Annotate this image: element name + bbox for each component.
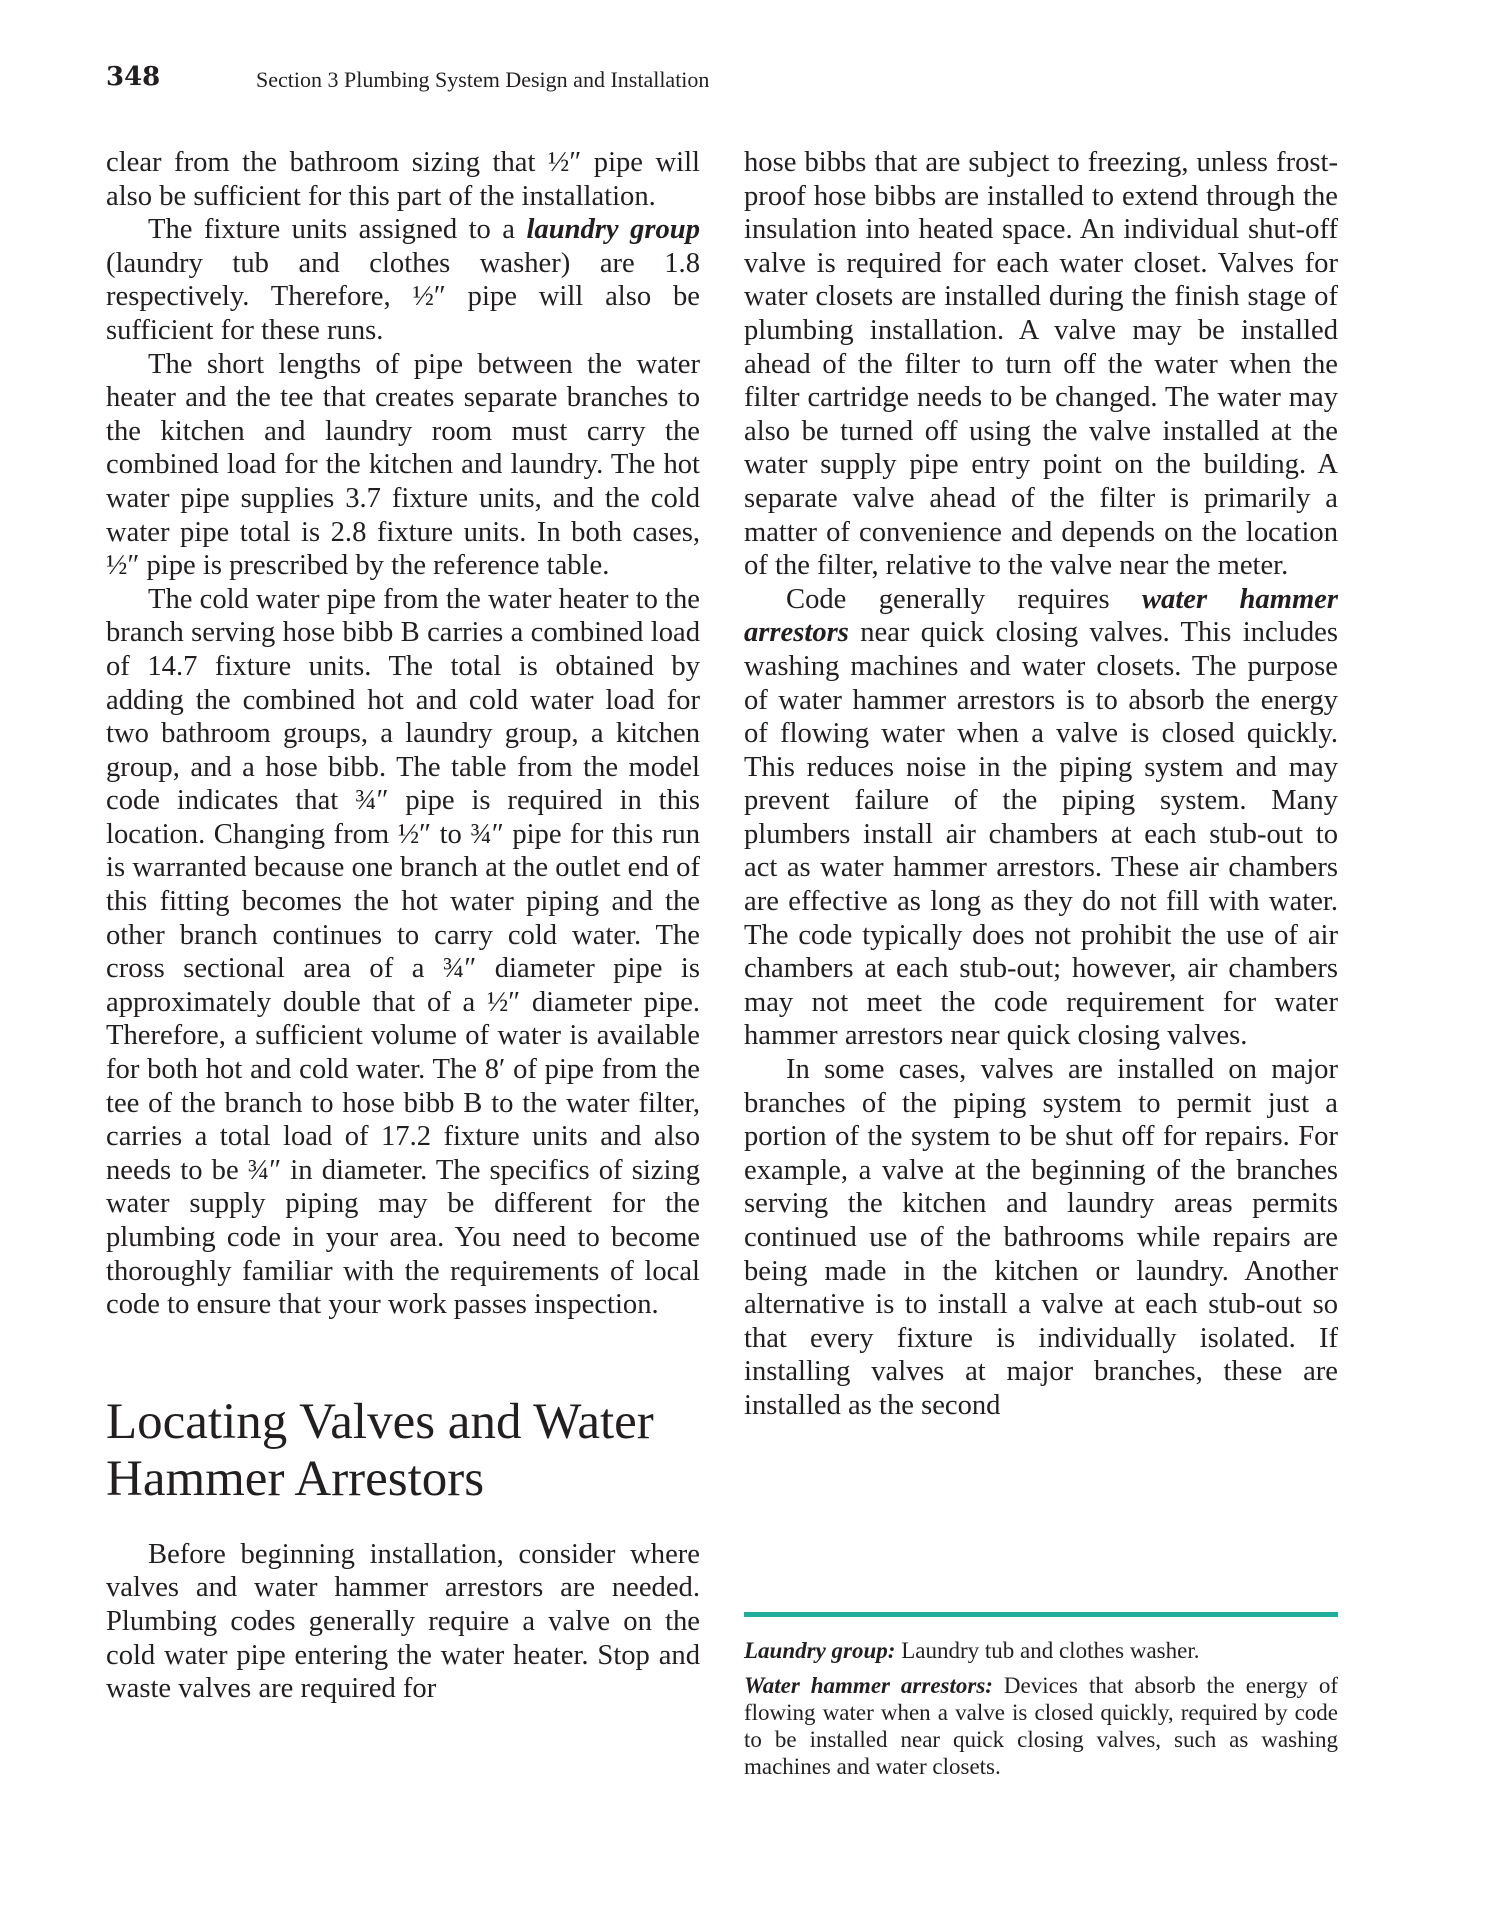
page-header [106,62,1396,102]
paragraph: The cold water pipe from the water heater to the branch serving hose bibb B carries a combined load of 14.7 fixture units. The total is obtained by adding the combined hot and cold water load for two bathroom groups, a laundry group, a kitchen group, and a hose bibb. The table from the model code indicates that ¾″ pipe is required in this location. Changing from ½″ to ¾″ pipe for this run is warranted because one branch at the outlet end of this fitting becomes the hot water piping and the other branch continues to carry cold water. The cross sectional area of a ¾″ diameter pipe is approximately double that of a ½″ diameter pipe. Therefore, a sufficient volume of water is available for both hot and cold water. The 8′ of pipe from the tee of the branch to hose bibb B to the water filter, carries a total load of 17.2 fixture units and also needs to be ¾″ in diameter. The specifics of sizing water supply piping may be different for the plumbing code in your area. You need to become thoroughly familiar with the requirements of local code to ensure that your work passes inspection. [106,583,700,1321]
glossary-box [744,1612,1338,1780]
text-run: Code generally requires [786,583,1142,615]
paragraph [744,583,1338,1053]
paragraph [106,213,700,347]
glossary-entry [744,1637,1338,1664]
glossary-definition: Devices that absorb the energy of flowing water when a valve is closed quickly, required by code to be installed near quick closing valves, such as washing machines and water closets. [744,1673,1338,1779]
key-term: water hammer arrestors [744,583,1338,649]
page-number: 348 [106,62,161,92]
right-column [744,146,1338,1423]
text-run: (laundry tub and clothes washer) are 1.8 respectively. Therefore, ½″ pipe will also be sufficient for these runs. [106,247,700,346]
paragraph: hose bibbs that are subject to freezing, unless frost-proof hose bibbs are installed to extend through the insulation into heated space. An individual shut-off valve is required for each water closet. Valves for water closets are installed during the finish stage of plumbing installation. A valve may be installed ahead of the filter to turn off the water when the filter cartridge needs to be changed. The water may also be turned off using the valve installed at the water supply pipe entry point on the building. A separate valve ahead of the filter is primarily a matter of convenience and depends on the location of the filter, relative to the valve near the meter. [744,147,1338,582]
glossary-rule [744,1612,1338,1617]
paragraph: clear from the bathroom sizing that ½″ pipe will also be sufficient for this part of the installation. [106,147,700,212]
paragraph: The short lengths of pipe between the water heater and the tee that creates separate branches to the kitchen and laundry room must carry the combined load for the kitchen and laundry. The hot water pipe supplies 3.7 fixture units, and the cold water pipe total is 2.8 fixture units. In both cases, ½″ pipe is prescribed by the reference table. [106,348,700,582]
paragraph: Before beginning installation, consider where valves and water hammer arrestors are needed. Plumbing codes generally require a valve on the cold water pipe entering the water heater. Stop and waste valves are required for [106,1538,700,1705]
text-run: The fixture units assigned to a [148,214,527,246]
key-term: laundry group [526,214,700,246]
paragraph: In some cases, valves are installed on major branches of the piping system to permit just a portion of the system to be shut off for repairs. For example, a valve at the beginning of the branches serving the kitchen and laundry areas permits continued use of the bathrooms while repairs are being made in the kitchen or laundry. Another alternative is to install a valve at each stub-out so that every fixture is individually isolated. If installing valves at major branches, these are installed as the second [744,1054,1338,1421]
text-run: near quick closing valves. This includes washing machines and water closets. The purpose of water hammer arrestors is to absorb the energy of flowing water when a valve is closed quickly. This reduces noise in the piping system and may prevent failure of the piping system. Many plumbers install air chambers at each stub-out to act as water hammer arrestors. These air chambers are effective as long as they do not fill with water. The code typically does not prohibit the use of air chambers at each stub-out; however, air chambers may not meet the code requirement for water hammer arrestors near quick closing valves. [744,617,1338,1052]
left-column [106,146,700,1706]
glossary-entry [744,1672,1338,1780]
running-head: Section 3 Plumbing System Design and Installation [256,67,710,92]
glossary-term: Water hammer arrestors: [744,1673,993,1698]
section-heading: Locating Valves and Water Hammer Arrestors [106,1393,654,1507]
glossary-term: Laundry group: [744,1638,896,1663]
glossary-definition: Laundry tub and clothes washer. [895,1638,1200,1663]
